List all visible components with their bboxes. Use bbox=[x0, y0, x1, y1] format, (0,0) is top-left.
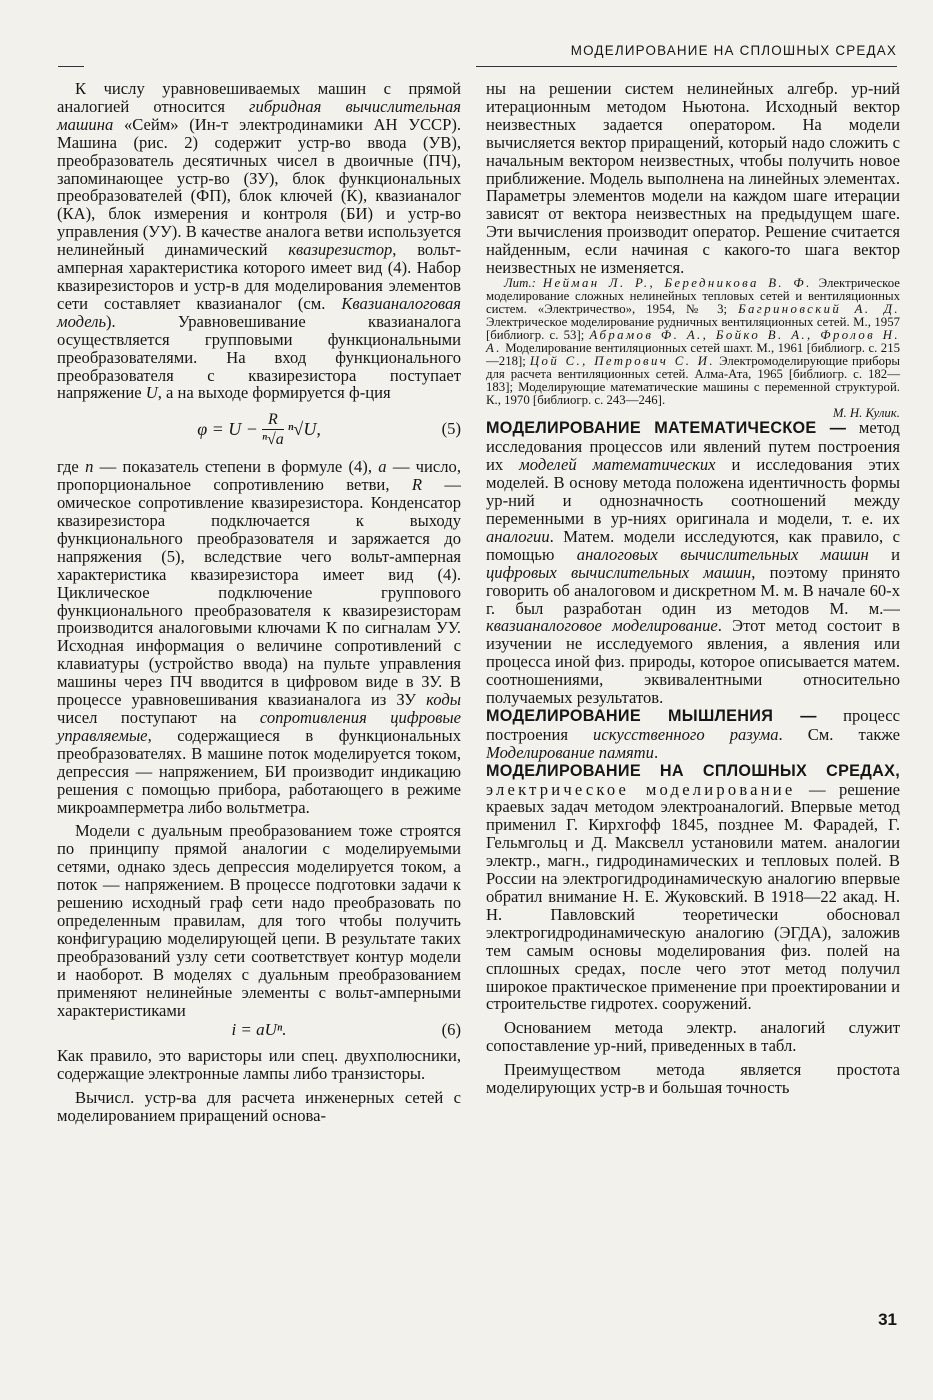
equation-number-6: (6) bbox=[441, 1020, 461, 1040]
paragraph-quasiresistor: где n — показатель степени в формуле (4), a — число, пропорциональное сопротивлению ветви, R — омическое сопротивление квазирезистора. Конденсатор квазирезистора подключается к выходу функционального преобразователя и заряжается до напряжения (5), вследствие чего вольт-амперная характеристика квазирезистора имеет вид (4). Циклическое подключение группового функционального преобразователя к квазирезисторам производится аналоговыми ключами К по сигналам УУ. Исходная информация о величине сопротивлений с клавиатуры (устройство ввода) на пульте управления машины через ПЧ вводится в цифровом виде в ЗУ. В процессе уравновешивания квазианалога из ЗУ коды чисел поступают на сопротивления цифровые управляемые, содержащиеся в функциональных преобразователях. В машине поток моделируется током, депрессия — напряжением, БИ производит индикацию решения с помощью прибора, работающего в режиме микроамперметра либо вольтметра. bbox=[57, 457, 462, 817]
paragraph-engineering-networks: Вычисл. устр-ва для расчета инженерных сетей с моделированием приращений основа- bbox=[57, 1088, 461, 1126]
paragraph-advantage: Преимуществом метода является простота моделирующих устр-в и большая точность bbox=[486, 1060, 900, 1098]
header-rule-left bbox=[58, 66, 84, 67]
equation-number-5: (5) bbox=[441, 419, 461, 439]
left-column bbox=[57, 80, 461, 1125]
page-header bbox=[0, 0, 933, 78]
entry-heading: МОДЕЛИРОВАНИЕ МАТЕМАТИЧЕСКОЕ — bbox=[486, 419, 847, 438]
running-title: МОДЕЛИРОВАНИЕ НА СПЛОШНЫХ СРЕДАХ bbox=[570, 43, 897, 58]
formula-5: φ = U − $\frac{R}{\text{ⁿ√a}}$ ⁿ√U, (5) bbox=[197, 411, 461, 449]
formula-6: i = aUⁿ. (6) bbox=[231, 1020, 461, 1040]
entry-modeling-thinking: МОДЕЛИРОВАНИЕ МЫШЛЕНИЯ — процесс построения искусственного разума. См. также Моделирование памяти. bbox=[486, 705, 900, 762]
header-rule bbox=[476, 66, 897, 67]
formula-5-fraction: $\frac{R}{\text{ⁿ√a}}$ bbox=[261, 411, 284, 449]
entry-heading: МОДЕЛИРОВАНИЕ МЫШЛЕНИЯ — bbox=[486, 706, 817, 725]
entry-heading: МОДЕЛИРОВАНИЕ НА СПЛОШНЫХ СРЕДАХ, bbox=[486, 761, 900, 780]
paragraph-seim-machine: К числу уравновешиваемых машин с прямой аналогией относится гибридная вычислительная машина «Сейм» (Ин-т электродинамики АН УССР). Машина (рис. 2) содержит устр-во ввода (УВ), преобразователь десятичных чисел в двоичные (ПЧ), запоминающее устр-во (ЗУ), блок функциональных преобразователей (ФП), блок ключей (К), квазианалог (КА), блок измерения и контроля (БИ) и устр-во управления (УУ). В качестве аналога ветви используется нелинейный динамический квазирезистор, вольт-амперная характеристика которого имеет вид (4). Набор квазирезисторов и устр-в для моделирования элементов сети составляет квазианалог (см. Квазианалоговая модель). Уравновешивание квазианалога осуществляется групповыми функциональными преобразователями. На вход функционального преобразователя с квазирезистора поступает напряжение U, а на выходе формируется ф-ция bbox=[57, 79, 461, 403]
paragraph-newton-method: ны на решении систем нелинейных алгебр. ур-ний итерационным методом Ньютона. Исходный вектор неизвестных задается оператором. На модели вычисляется вектор приращений, который надо сложить с начальным вектором неизвестных, чтобы получить новое приближение. Модель выполнена на линейных элементах. Параметры элементов модели на каждом шаге итерации зависят от вектора неизвестных на предыдущем шаге. Эти вычисления производит оператор. Решение считается найденным, если начиная с какого-то шага вектор неизвестных не изменяется. bbox=[486, 79, 900, 278]
paragraph-analogy-basis: Основанием метода электр. аналогий служит сопоставление ур-ний, приведенных в табл. bbox=[486, 1018, 900, 1056]
entry-mathematical-modeling: МОДЕЛИРОВАНИЕ МАТЕМАТИЧЕСКОЕ — метод исследования процессов или явлений путем построения их моделей математических и исследования этих моделей. В основу метода положена идентичность формы ур-ний и однозначность соотношений между переменными в ур-ниях оригинала и модели, т. е. их аналогии. Матем. модели исследуются, как правило, с помощью аналоговых вычислительных машин и цифровых вычислительных машин, поэтому принято говорить об аналоговом и дискретном М. м. В начале 60-х г. был разработан один из методов М. м.— квазианалоговое моделирование. Этот метод состоит в изучении не исследуемого явления, а явления или процесса иной физ. природы, которое описывается матем. соотношениями, эквивалентными относительно получаемых результатов. bbox=[486, 418, 901, 708]
paragraph-varistors: Как правило, это варисторы или спец. двухполюсники, содержащие электронные лампы либо транзисторы. bbox=[57, 1046, 461, 1084]
paragraph-dual-models: Модели с дуальным преобразованием тоже строятся по принципу прямой аналогии с моделируемыми сетями, однако здесь депрессия моделируется током, а поток — напряжением. В процессе подготовки задачи к решению исходный граф сети надо преобразовать по определенным правилам, для того чтобы получить конфигурацию моделирующей цепи. В результате таких преобразований узлу сети соответствует контур модели и наоборот. В моделях с дуальным преобразованием применяют нелинейные элементы с вольт-амперными характеристиками bbox=[57, 821, 461, 1020]
bibliography: Лит.: Нейман Л. Р., Бередникова В. Ф. Электрическое моделирование сложных нелинейных тепловых сетей и вентиляционных систем. «Электричество», 1954, № 3; Багриновский А. Д. Электрическое моделирование рудничных вентиляционных сетей. М., 1957 [библиогр. с. 53]; Абрамов Ф. А., Бойко В. А., Фролов Н. А. Моделирование вентиляционных сетей шахт. М., 1961 [библиогр. с. 215—218]; Цой С., Петрович С. И. Электромоделирующие приборы для расчета вентиляционных сетей. Алма-Ата, 1965 [библиогр. с. 182—183]; Моделирующие математические машины с переменной структурой. К., 1970 [библиогр. с. 243—246]. bbox=[486, 275, 901, 407]
entry-continuous-media: МОДЕЛИРОВАНИЕ НА СПЛОШНЫХ СРЕДАХ, электрическое моделирование — решение краевых задач методом электроаналогий. Впервые метод применил Г. Кирхгофф 1845, позднее М. Фарадей, Г. Гельмгольц и Д. Максвелл установили матем. аналогии электр., магн., гидродинамических и тепловых полей. В России на электрогидродинамическую аналогию впервые обратил внимание Н. Е. Жуковский. В 1918—22 акад. Н. Н. Павловский теоретически обосновал электрогидродинамическую аналогию (ЭГДА), заложив тем самым основы моделирования физ. полей на сплошных средах, после чего этот метод получил широкое практическое применение при проектировании и строительстве гидротех. сооружений. bbox=[486, 761, 900, 1014]
article-author: М. Н. Кулик. bbox=[832, 405, 900, 420]
right-column bbox=[486, 80, 900, 1097]
page-number: 31 bbox=[878, 1310, 897, 1329]
